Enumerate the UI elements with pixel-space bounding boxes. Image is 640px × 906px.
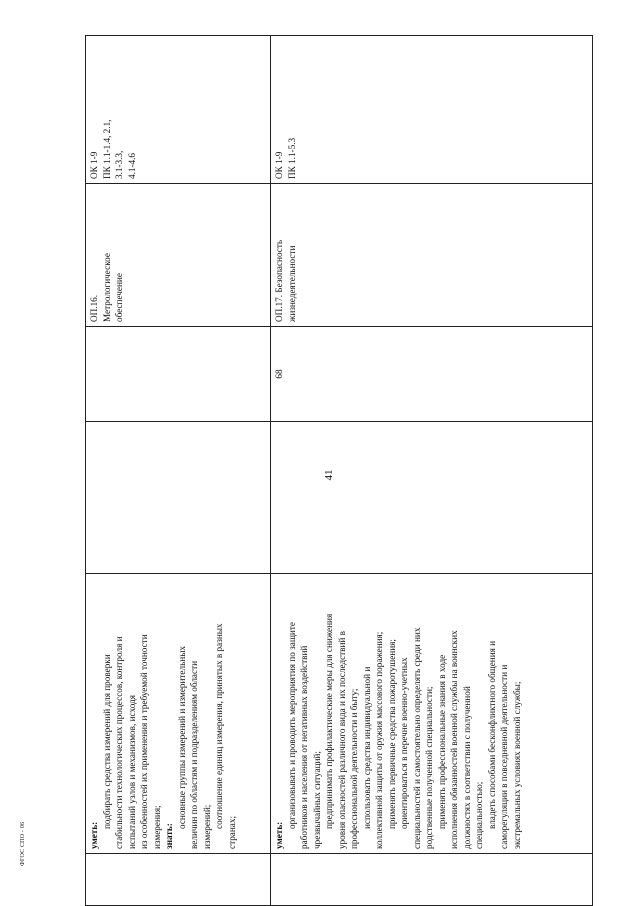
competencies-cell xyxy=(271,36,593,184)
table-row-metrology xyxy=(86,36,271,906)
competency-line: 4.1-4.6 xyxy=(126,152,137,179)
requirement-line: специальностей и самостоятельно определять среди них xyxy=(411,627,422,849)
discipline-line: жизнедеятельности xyxy=(286,245,297,322)
page-number: 41 xyxy=(323,469,335,481)
requirement-line: ориентироваться в перечне военно-учетных xyxy=(399,657,409,829)
requirements-table xyxy=(85,35,593,906)
empty-index-cell xyxy=(271,854,593,906)
skills-cell xyxy=(271,574,593,854)
footer-code: ФГОС СПО - 06 xyxy=(20,821,26,866)
requirement-line: применять первичные средства пожаротушения; xyxy=(386,639,397,829)
requirement-line: предпринимать профилактические меры для снижения xyxy=(324,613,334,829)
competency-line: ПК 1.1-1.4, 2.1, xyxy=(101,119,112,179)
competency-line: ПК 1.1-5.3 xyxy=(286,137,297,179)
hours-cell xyxy=(86,327,271,422)
requirement-line: работников и населения от негативных воздействий xyxy=(299,645,309,849)
requirement-line: должностях в соответствии с полученной xyxy=(461,686,472,849)
requirement-line: чрезвычайных ситуаций; xyxy=(311,751,322,849)
table-row-life-safety xyxy=(271,36,593,906)
requirement-line: экстремальных условиях военной службы; xyxy=(511,681,522,849)
requirements-table-rotated xyxy=(85,36,582,906)
requirement-line: саморегуляции в повседневной деятельности и xyxy=(499,664,509,849)
section-heading: уметь: xyxy=(89,821,99,849)
requirement-line: организовывать и проводить мероприятия по защите xyxy=(286,622,297,829)
requirement-line: из особенностей их применения и требуемой точности xyxy=(139,634,149,849)
discipline-line: обеспечение xyxy=(114,273,124,322)
discipline-line: ОП.17. Безопасность xyxy=(274,239,284,322)
hours-cell: 68 xyxy=(271,327,593,422)
competencies-cell xyxy=(86,36,271,184)
requirement-line: исполнения обязанностей военной службы на воинских xyxy=(449,630,459,849)
requirement-line: владеть способами бесконфликтного общения и xyxy=(486,640,497,829)
skills-cell xyxy=(86,574,271,854)
requirement-line: стабильности технологических процессов, контроля и xyxy=(114,636,124,849)
requirement-line: применять профессиональные знания в ходе xyxy=(436,654,447,829)
requirement-line: измерений; xyxy=(201,804,212,849)
requirement-line: использовать средства индивидуальной и xyxy=(361,666,372,829)
competency-line: ОК 1-9 xyxy=(274,151,284,179)
section-heading: знать: xyxy=(164,823,174,849)
requirement-line: коллективной защиты от оружия массового поражения; xyxy=(374,631,384,849)
empty-cell xyxy=(86,422,271,574)
requirement-line: испытаний узлов и механизмов, исходя xyxy=(126,695,137,849)
empty-cell xyxy=(271,422,593,574)
requirement-line: основные группы измерений и измерительных xyxy=(176,646,187,829)
discipline-cell xyxy=(271,184,593,327)
requirement-line: уровня опасностей различного вида и их последствий в xyxy=(336,631,347,849)
competency-line: ОК 1-9 xyxy=(89,151,99,179)
requirement-line: специальностью; xyxy=(474,781,484,849)
section-heading: уметь: xyxy=(274,821,284,849)
requirement-line: соотношение единиц измерения, принятых в разных xyxy=(214,623,224,829)
discipline-line: Метрологическое xyxy=(101,253,112,322)
discipline-line: ОП.16. xyxy=(89,294,99,322)
empty-index-cell xyxy=(86,854,271,906)
requirement-line: профессиональной деятельности и быту; xyxy=(349,688,359,849)
requirement-line: странах; xyxy=(226,815,237,849)
requirement-line: измерения; xyxy=(151,805,162,849)
competency-line: 3.1-3.3, xyxy=(114,150,124,179)
discipline-cell xyxy=(86,184,271,327)
requirement-line: подбирать средства измерений для проверки xyxy=(101,654,112,829)
requirement-line: величин по областям и подразделениям области xyxy=(189,661,199,849)
requirement-line: родственные полученной специальности; xyxy=(424,686,434,849)
